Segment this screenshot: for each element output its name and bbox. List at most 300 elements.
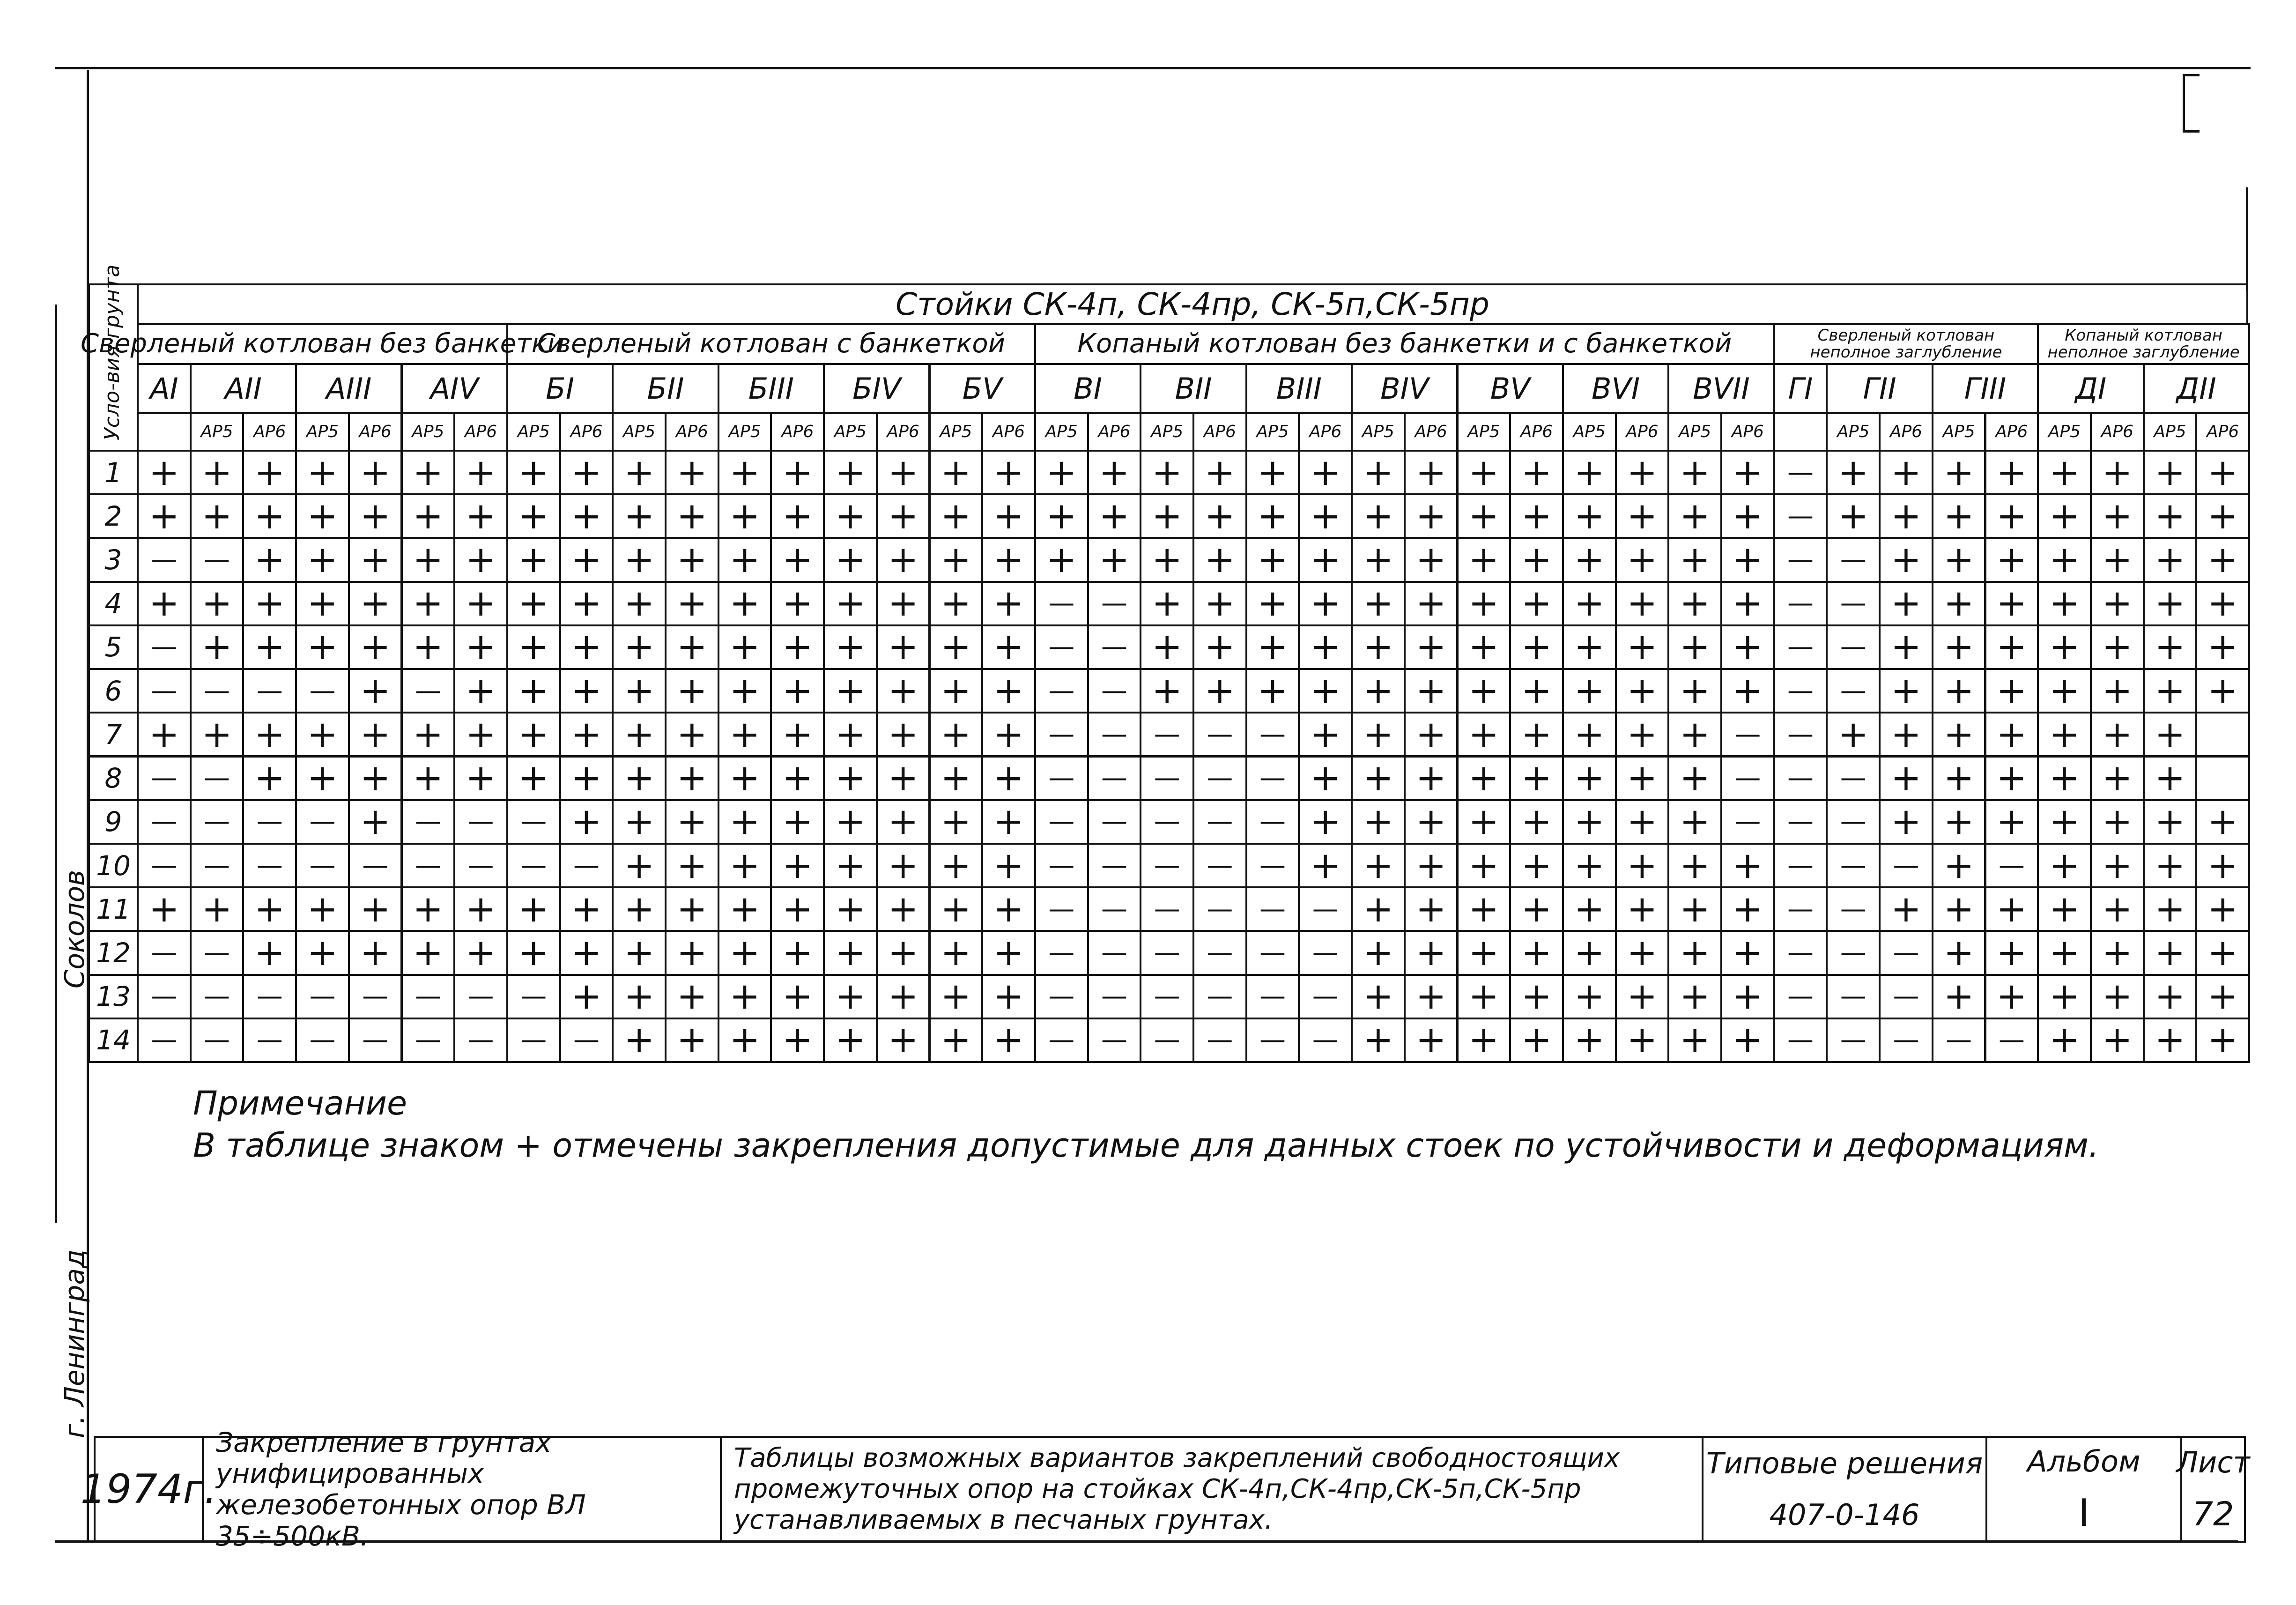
subheader-cell: [1773, 412, 1828, 452]
plus-mark: +: [1521, 888, 1552, 930]
table-cell: [1298, 974, 1353, 1019]
minus-mark: —: [520, 806, 547, 837]
table-cell: [1245, 974, 1300, 1019]
plus-mark: +: [1943, 582, 1974, 625]
table-cell: [770, 581, 825, 626]
minus-mark: —: [1787, 675, 1814, 706]
plus-mark: +: [888, 582, 918, 625]
table-cell: [1720, 712, 1775, 757]
subheader-cell: [190, 412, 244, 452]
table-cell: [1985, 974, 2039, 1019]
plus-mark: +: [941, 975, 971, 1018]
table-cell: [1879, 581, 1933, 626]
plus-mark: +: [254, 539, 285, 581]
plus-mark: +: [888, 495, 918, 537]
plus-mark: +: [1468, 669, 1499, 712]
group-header-1-label: Сверленый котлован с банкеткой: [537, 328, 1006, 359]
plus-mark: +: [1363, 757, 1394, 800]
subheader-cell: [453, 412, 508, 452]
table-cell: [1351, 886, 1406, 932]
plus-mark: +: [1996, 626, 2027, 669]
table-cell: [1932, 1018, 1986, 1063]
table-cell: [1298, 799, 1353, 845]
table-cell: [1140, 624, 1194, 670]
table-cell: [1879, 450, 1933, 495]
plus-mark: +: [729, 669, 760, 712]
plus-mark: +: [1363, 931, 1394, 974]
table-cell: [1087, 1018, 1142, 1063]
plus-mark: +: [1943, 451, 1974, 494]
plus-mark: +: [1732, 844, 1763, 887]
minus-mark: —: [1840, 893, 1866, 924]
plus-mark: +: [888, 626, 918, 669]
table-cell: [2037, 624, 2092, 670]
minus-mark: —: [1787, 719, 1814, 750]
table-cell: [242, 886, 297, 932]
plus-mark: +: [1468, 451, 1499, 494]
table-cell: [770, 712, 825, 757]
table-cell: [453, 930, 508, 975]
table-cell: [876, 450, 931, 495]
variant-header-АIII: [295, 363, 402, 414]
variant-header-ВII-label: ВII: [1175, 371, 1212, 406]
plus-mark: +: [941, 1019, 971, 1062]
variant-header-БIV-label: БIV: [852, 371, 901, 406]
minus-mark: —: [520, 981, 547, 1012]
plus-mark: +: [941, 801, 971, 843]
plus-mark: +: [1151, 539, 1183, 581]
table-cell: [1245, 493, 1300, 539]
table-cell: [401, 712, 456, 757]
table-cell: [2143, 930, 2198, 975]
subheader-cell-label: АР6: [1889, 422, 1923, 441]
table-cell: [1562, 843, 1617, 888]
table-cell: [665, 537, 719, 582]
minus-mark: —: [1840, 763, 1866, 794]
table-cell: [1720, 493, 1775, 539]
minus-mark: —: [415, 1025, 441, 1055]
table-cell: [1720, 843, 1775, 888]
plus-mark: +: [360, 801, 391, 843]
plus-mark: +: [1574, 975, 1605, 1018]
table-cell: [1192, 756, 1247, 801]
table-cell: [718, 581, 772, 626]
minus-mark: —: [1998, 1025, 2025, 1055]
variant-header-ВIV: [1351, 363, 1458, 414]
plus-mark: +: [2207, 451, 2238, 494]
plus-mark: +: [2049, 1019, 2080, 1062]
plus-mark: +: [307, 888, 338, 930]
plus-mark: +: [465, 669, 496, 712]
table-cell: [929, 930, 984, 975]
table-cell: [1773, 712, 1828, 757]
table-cell: [823, 886, 878, 932]
plus-mark: +: [2155, 539, 2185, 581]
table-cell: [1298, 843, 1353, 888]
minus-mark: —: [309, 850, 336, 881]
table-cell: [506, 799, 561, 845]
plus-mark: +: [2207, 539, 2238, 581]
plus-mark: +: [1732, 931, 1763, 974]
subheader-cell: [1087, 412, 1142, 452]
table-cell: [295, 799, 350, 845]
table-cell: [137, 624, 192, 670]
plus-mark: +: [993, 669, 1024, 712]
minus-mark: —: [1259, 1025, 1286, 1055]
table-cell: [1879, 974, 1933, 1019]
table-cell: [770, 450, 825, 495]
plus-mark: +: [2102, 844, 2133, 887]
plus-mark: +: [254, 931, 285, 974]
plus-mark: +: [993, 1019, 1024, 1062]
table-cell: [1351, 581, 1406, 626]
plus-mark: +: [888, 539, 918, 581]
variant-header-ДI: [2037, 363, 2144, 414]
plus-mark: +: [1732, 1019, 1763, 1062]
plus-mark: +: [465, 451, 496, 494]
table-cell: [1034, 581, 1089, 626]
variant-header-ВVI-label: ВVI: [1591, 371, 1640, 406]
table-cell: [612, 581, 667, 626]
table-cell: [1932, 886, 1986, 932]
plus-mark: +: [729, 888, 760, 930]
subheader-cell-label: АР6: [2101, 422, 2133, 441]
table-cell: [770, 756, 825, 801]
subheader-cell-label: АР6: [1995, 422, 2028, 441]
plus-mark: +: [2155, 757, 2185, 800]
table-cell: [453, 624, 508, 670]
table-cell: [1985, 493, 2039, 539]
variant-header-ГI-label: ГI: [1788, 371, 1813, 406]
table-cell: [1932, 799, 1986, 845]
plus-mark: +: [1521, 539, 1552, 581]
subheader-cell-label: АР5: [1837, 422, 1870, 441]
table-cell: [1826, 493, 1881, 539]
plus-mark: +: [2207, 801, 2238, 843]
subheader-cell-label: АР6: [464, 422, 497, 441]
table-cell: [506, 1018, 561, 1063]
plus-mark: +: [1363, 844, 1394, 887]
row-number-cell: [88, 668, 139, 713]
plus-mark: +: [1363, 888, 1394, 930]
plus-mark: +: [254, 757, 285, 800]
table-cell: [1192, 450, 1247, 495]
table-cell: [1457, 1018, 1511, 1063]
plus-mark: +: [2049, 582, 2080, 625]
plus-mark: +: [888, 757, 918, 800]
plus-mark: +: [2207, 975, 2238, 1018]
plus-mark: +: [729, 975, 760, 1018]
minus-mark: —: [1840, 632, 1866, 662]
table-cell: [401, 930, 456, 975]
variant-header-АIV: [401, 363, 508, 414]
right-border-line: [2246, 187, 2248, 290]
table-cell: [348, 974, 403, 1019]
minus-mark: —: [1101, 850, 1127, 881]
row-number-cell: [88, 1018, 139, 1063]
plus-mark: +: [465, 888, 496, 930]
plus-mark: +: [2207, 1019, 2238, 1062]
table-cell: [1034, 712, 1089, 757]
table-cell: [2195, 450, 2250, 495]
table-cell: [876, 581, 931, 626]
row-number-cell-label: 9: [104, 806, 122, 838]
plus-mark: +: [2155, 1019, 2185, 1062]
plus-mark: +: [1363, 539, 1394, 581]
plus-mark: +: [1943, 931, 1974, 974]
table-cell: [1826, 930, 1881, 975]
minus-mark: —: [1154, 1025, 1180, 1055]
table-cell: [1404, 581, 1459, 626]
plus-mark: +: [413, 931, 444, 974]
table-cell: [348, 450, 403, 495]
table-cell: [1298, 1018, 1353, 1063]
plus-mark: +: [1521, 713, 1552, 756]
subheader-cell-label: АР6: [253, 422, 286, 441]
subheader-cell-label: АР5: [200, 422, 233, 441]
plus-mark: +: [993, 975, 1024, 1018]
table-cell: [295, 843, 350, 888]
plus-mark: +: [676, 495, 708, 537]
plus-mark: +: [676, 451, 708, 494]
subheader-cell: [242, 412, 297, 452]
plus-mark: +: [888, 1019, 918, 1062]
table-cell: [1720, 930, 1775, 975]
table-cell: [1826, 581, 1881, 626]
minus-mark: —: [1787, 981, 1814, 1012]
plus-mark: +: [1363, 801, 1394, 843]
plus-mark: +: [201, 582, 232, 625]
stamp-album-label: Альбом: [2027, 1444, 2140, 1479]
table-cell: [190, 712, 244, 757]
plus-mark: +: [1468, 495, 1499, 537]
table-cell: [1720, 886, 1775, 932]
plus-mark: +: [360, 539, 391, 581]
plus-mark: +: [518, 626, 549, 669]
subheader-cell: [2195, 412, 2250, 452]
table-cell: [718, 886, 772, 932]
table-cell: [1562, 450, 1617, 495]
table-cell: [1140, 974, 1194, 1019]
table-cell: [1879, 712, 1933, 757]
subheader-cell-label: АР6: [887, 422, 919, 441]
plus-mark: +: [1468, 931, 1499, 974]
minus-mark: —: [1101, 588, 1127, 619]
table-cell: [1773, 1018, 1828, 1063]
variant-header-БI: [506, 363, 614, 414]
stamp-year: 1974г.: [80, 1466, 217, 1513]
variant-header-ГII: [1826, 363, 1933, 414]
table-cell: [2090, 756, 2145, 801]
table-cell: [1298, 886, 1353, 932]
plus-mark: +: [1046, 495, 1077, 537]
table-cell: [1404, 974, 1459, 1019]
subheader-cell: [1351, 412, 1406, 452]
subheader-cell: [770, 412, 825, 452]
plus-mark: +: [1996, 931, 2027, 974]
table-cell: [242, 537, 297, 582]
table-cell: [1087, 624, 1142, 670]
plus-mark: +: [465, 582, 496, 625]
variant-header-ДII-label: ДII: [2176, 371, 2216, 406]
table-cell: [348, 537, 403, 582]
table-cell: [1140, 712, 1194, 757]
table-cell: [1985, 799, 2039, 845]
table-cell: [2195, 843, 2250, 888]
plus-mark: +: [623, 1019, 655, 1062]
table-cell: [1087, 537, 1142, 582]
table-cell: [2090, 799, 2145, 845]
minus-mark: —: [520, 1025, 547, 1055]
plus-mark: +: [623, 495, 655, 537]
variant-header-ГIII-label: ГIII: [1964, 371, 2007, 406]
table-cell: [1773, 974, 1828, 1019]
table-cell: [718, 756, 772, 801]
table-cell: [2090, 493, 2145, 539]
plus-mark: +: [360, 931, 391, 974]
plus-mark: +: [571, 626, 602, 669]
minus-mark: —: [204, 544, 230, 575]
table-cell: [1034, 886, 1089, 932]
table-cell: [2037, 581, 2092, 626]
table-cell: [1667, 624, 1722, 670]
table-cell: [1140, 930, 1194, 975]
group-header-2-label: Копаный котлован без банкетки и с банкеткой: [1077, 328, 1732, 359]
minus-mark: —: [1101, 981, 1127, 1012]
minus-mark: —: [309, 1025, 336, 1055]
table-cell: [401, 886, 456, 932]
plus-mark: +: [888, 451, 918, 494]
plus-mark: +: [676, 844, 708, 887]
table-cell: [1720, 756, 1775, 801]
plus-mark: +: [360, 713, 391, 756]
table-cell: [876, 537, 931, 582]
table-cell: [1562, 974, 1617, 1019]
plus-mark: +: [1415, 1019, 1446, 1062]
plus-mark: +: [1310, 713, 1341, 756]
table-cell: [1562, 930, 1617, 975]
table-cell: [453, 581, 508, 626]
table-cell: [1457, 493, 1511, 539]
table-cell: [1773, 799, 1828, 845]
table-cell: [823, 756, 878, 801]
table-cell: [190, 974, 244, 1019]
table-cell: [1404, 668, 1459, 713]
table-cell: [1773, 886, 1828, 932]
table-cell: [1667, 799, 1722, 845]
table-cell: [1932, 537, 1986, 582]
minus-mark: —: [1893, 981, 1919, 1012]
variant-header-АIII-label: АIII: [326, 371, 372, 406]
plus-mark: +: [676, 801, 708, 843]
plus-mark: +: [623, 757, 655, 800]
plus-mark: +: [1574, 495, 1605, 537]
plus-mark: +: [1574, 757, 1605, 800]
plus-mark: +: [729, 626, 760, 669]
plus-mark: +: [729, 931, 760, 974]
stamp-sheet-value: 72: [2192, 1495, 2234, 1533]
table-cell: [295, 1018, 350, 1063]
table-cell: [718, 974, 772, 1019]
table-cell: [1932, 974, 1986, 1019]
row-number-cell-label: 5: [104, 631, 122, 663]
side-city-text: г. Ленинград: [59, 1249, 90, 1438]
plus-mark: +: [835, 669, 866, 712]
minus-mark: —: [1207, 893, 1233, 924]
table-cell: [1087, 450, 1142, 495]
subheader-cell: [876, 412, 931, 452]
plus-mark: +: [201, 451, 232, 494]
plus-mark: +: [1363, 626, 1394, 669]
table-cell: [1879, 624, 1933, 670]
table-cell: [137, 450, 192, 495]
table-cell: [1245, 624, 1300, 670]
table-cell: [770, 493, 825, 539]
table-cell: [1509, 581, 1564, 626]
minus-mark: —: [1154, 937, 1180, 968]
plus-mark: +: [676, 626, 708, 669]
plus-mark: +: [941, 757, 971, 800]
plus-mark: +: [1415, 669, 1446, 712]
table-cell: [1932, 843, 1986, 888]
table-cell: [665, 843, 719, 888]
table-cell: [665, 624, 719, 670]
plus-mark: +: [782, 801, 813, 843]
table-cell: [1404, 624, 1459, 670]
table-cell: [981, 624, 1036, 670]
table-cell: [1034, 930, 1089, 975]
table-cell: [2195, 581, 2250, 626]
table-cell: [1034, 799, 1089, 845]
subheader-cell-label: АР5: [834, 422, 867, 441]
plus-mark: +: [1996, 888, 2027, 930]
table-cell: [1562, 668, 1617, 713]
subheader-cell: [1140, 412, 1194, 452]
table-cell: [1192, 799, 1247, 845]
plus-mark: +: [1732, 451, 1763, 494]
table-cell: [665, 668, 719, 713]
plus-mark: +: [1943, 844, 1974, 887]
variant-header-ВV: [1457, 363, 1564, 414]
plus-mark: +: [1521, 582, 1552, 625]
plus-mark: +: [307, 931, 338, 974]
plus-mark: +: [2102, 757, 2133, 800]
plus-mark: +: [571, 495, 602, 537]
plus-mark: +: [465, 757, 496, 800]
variant-header-ВII: [1140, 363, 1247, 414]
minus-mark: —: [1998, 850, 2025, 881]
minus-mark: —: [1787, 500, 1814, 531]
table-cell: [242, 843, 297, 888]
plus-mark: +: [1415, 844, 1446, 887]
table-cell: [559, 974, 614, 1019]
plus-mark: +: [1363, 495, 1394, 537]
subheader-cell: [1192, 412, 1247, 452]
minus-mark: —: [309, 806, 336, 837]
plus-mark: +: [729, 1019, 760, 1062]
plus-mark: +: [201, 495, 232, 537]
subheader-cell-label: АР6: [1309, 422, 1342, 441]
table-cell: [1773, 493, 1828, 539]
table-cell: [1615, 799, 1670, 845]
table-cell: [453, 1018, 508, 1063]
plus-mark: +: [1204, 626, 1236, 669]
minus-mark: —: [151, 937, 178, 968]
minus-mark: —: [1787, 806, 1814, 837]
plus-mark: +: [1310, 582, 1341, 625]
subheader-cell: [1985, 412, 2039, 452]
variant-header-АI: [137, 363, 192, 414]
